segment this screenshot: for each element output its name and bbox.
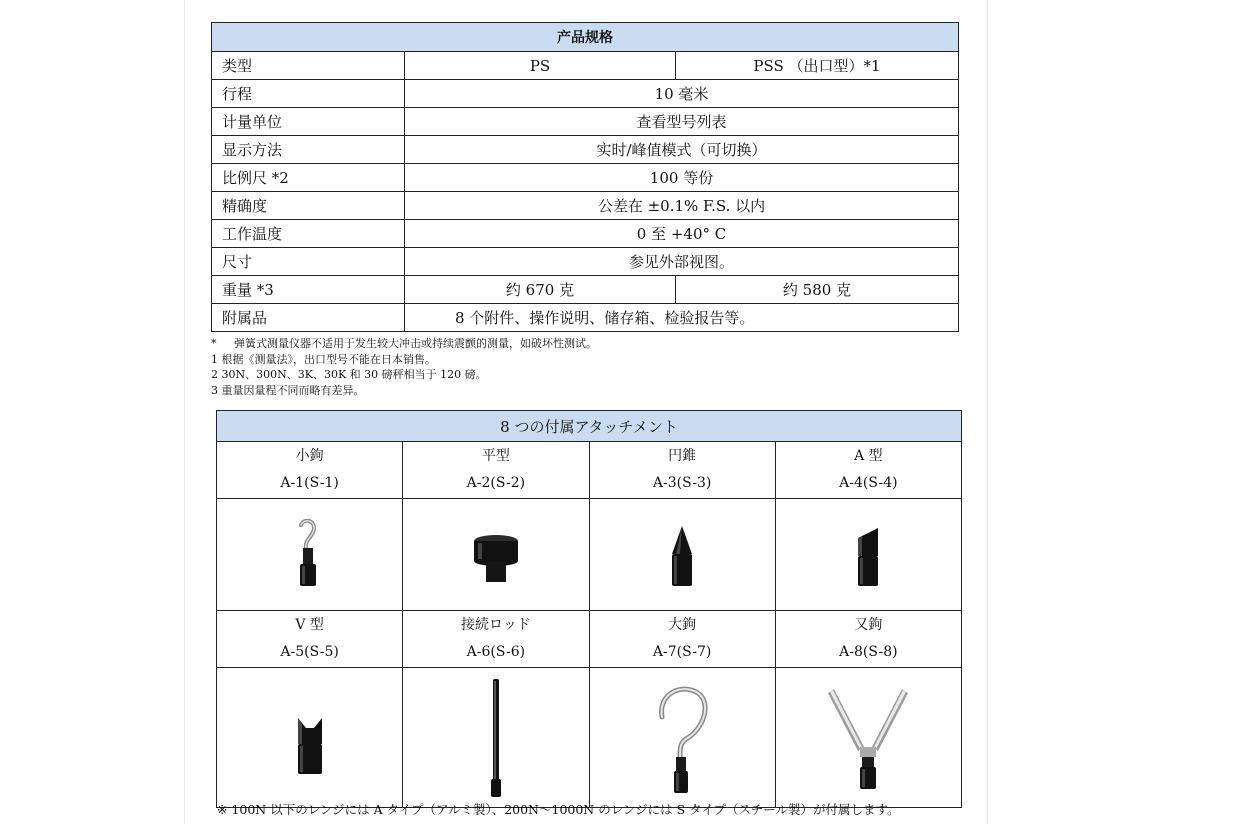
attachment-name-cell [589,442,775,499]
spec-label: 尺寸 [212,248,405,276]
attachments-table [216,410,962,808]
spec-value: 0 至 +40° C [405,220,959,248]
spec-value: 8 个附件、操作说明、储存箱、检验报告等。 [405,304,959,332]
spec-row [212,52,959,80]
extension-rod-icon [466,673,526,803]
spec-label: 类型 [212,52,405,80]
attachment-name: 接続ロッド [461,617,531,633]
spec-value: 公差在 ±0.1% F.S. 以内 [405,192,959,220]
spec-label: 行程 [212,80,405,108]
attachment-name-cell [775,442,961,499]
attachment-name: 小鉤 [295,448,324,464]
spec-row [212,220,959,248]
attachment-name-cell [217,611,403,668]
spec-value: 约 580 克 [676,276,959,304]
attachment-name-cell [217,442,403,499]
attachment-image-cell [775,668,961,808]
v-notch-tip-icon [280,688,340,788]
note-line: 1 根据《测量法》，出口型号不能在日本销售。 [211,352,436,366]
attachment-name: 大鉤 [668,617,697,633]
attachment-name-cell [589,611,775,668]
spec-value: 实时/峰值模式（可切换） [405,136,959,164]
spec-value: 10 毫米 [405,80,959,108]
attachment-code: A-6(S-6) [466,644,526,660]
attachment-code: A-4(S-4) [839,475,898,491]
spec-label: 显示方法 [212,136,405,164]
spec-row [212,108,959,136]
attachment-code: A-7(S-7) [652,644,712,660]
attachment-code: A-3(S-3) [652,475,712,491]
spec-value: 约 670 克 [405,276,676,304]
spec-row [212,136,959,164]
spec-value: 参见外部视图。 [405,248,959,276]
attachment-code: A-1(S-1) [280,475,339,491]
document-page [184,0,988,824]
spec-row [212,164,959,192]
attachment-image-cell [589,668,775,808]
chisel-tip-icon [838,510,898,600]
note-line: 2 30N、300N、3K、30K 和 30 磅秤相当于 120 磅。 [211,368,487,381]
spec-row [212,276,959,304]
attachment-name: V 型 [295,617,324,633]
attachment-image-cell [403,668,589,808]
large-hook-icon [642,673,722,803]
attachment-name-cell [775,611,961,668]
spec-label: 重量 *3 [212,276,405,304]
note-line: 3 重量因量程不同而略有差异。 [211,383,365,397]
attachment-name: 円錐 [668,448,697,464]
attachment-image-cell [217,499,403,611]
spec-row [212,304,959,332]
attachment-name: 平型 [481,448,510,464]
flat-tip-icon [466,510,526,600]
spec-label: 精确度 [212,192,405,220]
spec-value: PS [405,52,676,80]
spec-label: 附属品 [212,304,405,332]
attachment-code: A-8(S-8) [839,644,898,660]
attachment-image-cell [403,499,589,611]
attachment-image-cell [775,499,961,611]
attachment-name: A 型 [854,448,883,464]
spec-notes [211,336,597,398]
spec-row [212,248,959,276]
spec-value: 100 等份 [405,164,959,192]
attachment-name-cell [403,611,589,668]
spec-table [211,22,959,332]
small-hook-icon [280,510,340,600]
attachment-code: A-5(S-5) [280,644,339,660]
attachments-footnote: ※ 100N 以下のレンジには A タイプ（アルミ製）、200N～1000N のレンジには S タイプ（スチール製）が付属します。 [217,802,900,817]
spec-label: 计量单位 [212,108,405,136]
fork-hook-icon [818,673,918,803]
attachment-image-cell [589,499,775,611]
note-line: * 弹簧式测量仪器不适用于发生较大冲击或持续震颤的测量，如破坏性测试。 [211,337,597,350]
spec-label: 工作温度 [212,220,405,248]
attachment-image-cell [217,668,403,808]
spec-label: 比例尺 *2 [212,164,405,192]
spec-value: PSS （出口型）*1 [676,52,959,80]
attachment-name-cell [403,442,589,499]
attachment-code: A-2(S-2) [466,475,526,491]
cone-tip-icon [652,510,712,600]
attachments-title: 8 つの付属アタッチメント [217,411,962,442]
spec-row [212,80,959,108]
attachment-name: 又鉤 [854,617,883,633]
spec-row [212,192,959,220]
spec-value: 查看型号列表 [405,108,959,136]
spec-title: 产品规格 [212,23,959,52]
